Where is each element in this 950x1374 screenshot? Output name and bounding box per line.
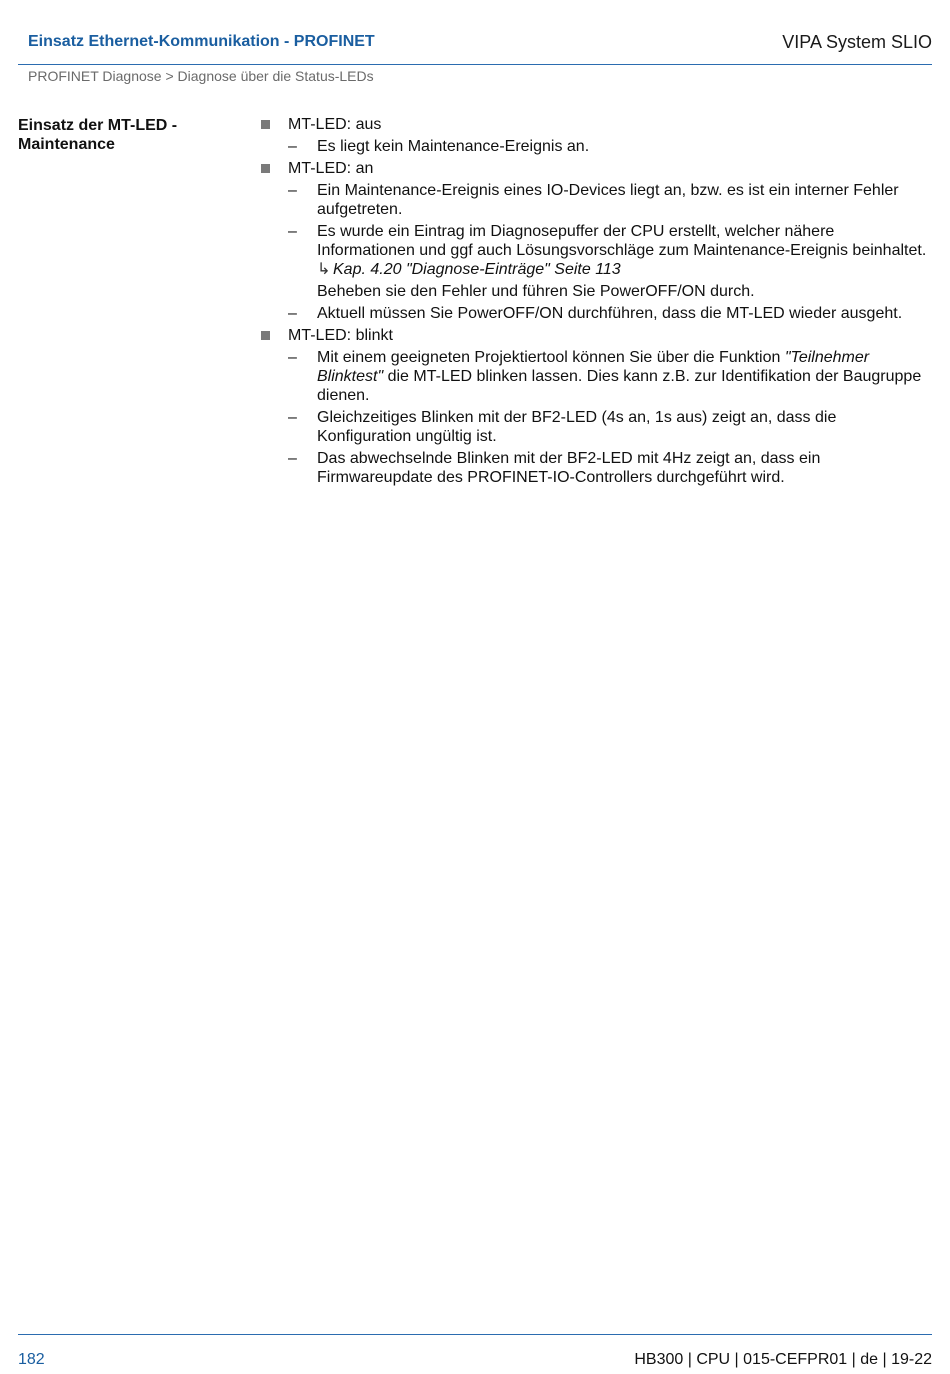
header-divider: [18, 64, 932, 65]
function-name: "Teilnehmer Blinktest": [317, 349, 870, 385]
sub-list-item: [259, 348, 934, 405]
followup-text: Beheben sie den Fehler und führen Sie PowerOFF/ON durch.: [317, 283, 755, 300]
breadcrumb: PROFINET Diagnose > Diagnose über die Status-LEDs: [28, 68, 374, 84]
dash-bullet-icon: –: [288, 223, 297, 240]
list-item-mt-led-off: [259, 115, 934, 134]
section-content: [259, 115, 934, 490]
sub-item-text: Es wurde ein Eintrag im Diagnosepuffer der CPU erstellt, welcher nähere Informationen und ggf auch Lösungsvorschläge zum Maintenance-Ereignis beinhaltet.: [317, 223, 927, 259]
sub-item-text: Aktuell müssen Sie PowerOFF/ON durchführen, dass die MT-LED wieder ausgeht.: [317, 305, 903, 322]
link-text: Kap. 4.20 "Diagnose-Einträge" Seite 113: [333, 261, 621, 278]
sub-list-item: [259, 304, 934, 323]
dash-bullet-icon: –: [288, 138, 297, 155]
dash-bullet-icon: –: [288, 450, 297, 467]
sub-list-item: [259, 449, 934, 487]
document-id: HB300 | CPU | 015-CEFPR01 | de | 19-22: [634, 1351, 932, 1368]
page-number: 182: [18, 1351, 45, 1368]
list-item-label: MT-LED: an: [288, 160, 374, 177]
brand-title: VIPA System SLIO: [782, 32, 932, 52]
sub-list-item: [259, 137, 934, 156]
sub-item-text: Das abwechselnde Blinken mit der BF2-LED mit 4Hz zeigt an, dass ein Firmwareupdate des PROFINET-IO-Controllers durchgeführt wird.: [317, 450, 821, 486]
square-bullet-icon: [261, 164, 270, 173]
footer-divider: [18, 1334, 932, 1335]
sub-item-text: Gleichzeitiges Blinken mit der BF2-LED (4s an, 1s aus) zeigt an, dass die Konfiguration ungültig ist.: [317, 409, 837, 445]
sub-item-text: Es liegt kein Maintenance-Ereignis an.: [317, 138, 590, 155]
dash-bullet-icon: –: [288, 182, 297, 199]
link-arrow-icon: ↳: [317, 261, 331, 278]
sub-list-item: [259, 181, 934, 219]
dash-bullet-icon: –: [288, 409, 297, 426]
dash-bullet-icon: –: [288, 305, 297, 322]
chapter-title: Einsatz Ethernet-Kommunikation - PROFINET: [28, 33, 375, 50]
square-bullet-icon: [261, 331, 270, 340]
section-heading: Einsatz der MT-LED - Maintenance: [18, 117, 178, 153]
cross-reference-link[interactable]: [317, 260, 934, 279]
list-item-label: MT-LED: aus: [288, 116, 382, 133]
sub-item-text-pre: Mit einem geeigneten Projektiertool können Sie über die Funktion: [317, 349, 785, 366]
sub-list-item: [259, 222, 934, 301]
list-item-mt-led-on: [259, 159, 934, 178]
sub-item-text-post: die MT-LED blinken lassen. Dies kann z.B. zur Identifikation der Baugruppe dienen.: [317, 368, 922, 404]
sub-list-item: [259, 408, 934, 446]
dash-bullet-icon: –: [288, 349, 297, 366]
list-item-mt-led-blinking: [259, 326, 934, 345]
list-item-label: MT-LED: blinkt: [288, 327, 393, 344]
square-bullet-icon: [261, 120, 270, 129]
sub-item-text: Ein Maintenance-Ereignis eines IO-Devices liegt an, bzw. es ist ein interner Fehler aufgetreten.: [317, 182, 899, 218]
